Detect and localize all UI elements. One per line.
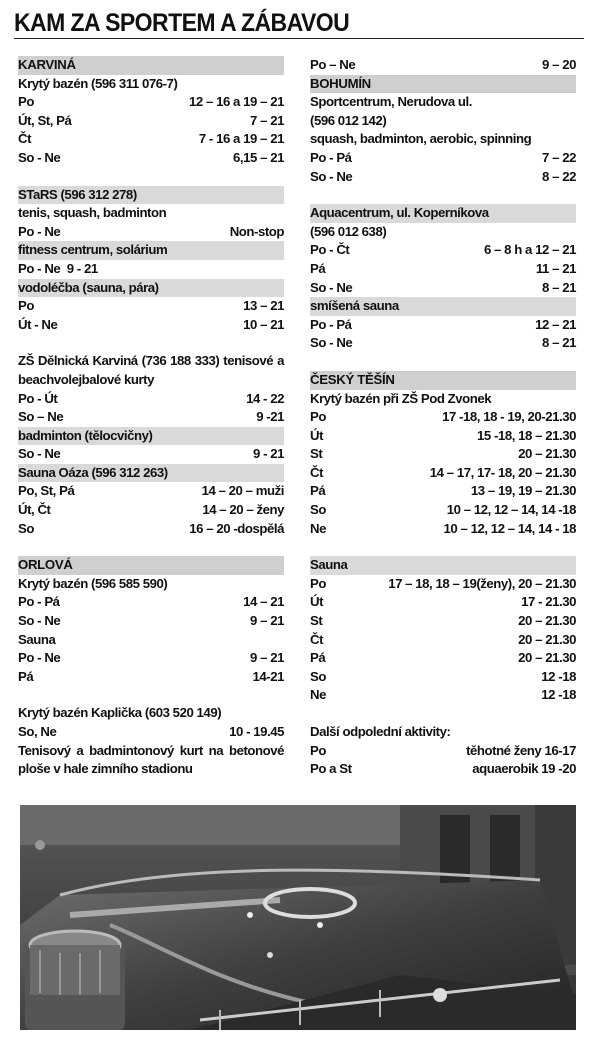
venue-name: Sportcentrum, Nerudova ul. [310,94,472,110]
schedule-row [310,520,576,539]
schedule-row [18,223,284,242]
venue-name: Sauna [310,556,576,575]
time-value: 8 – 22 [542,168,576,184]
schedule-row [18,668,284,687]
schedule-row [310,408,576,427]
schedule-row [18,149,284,168]
time-value: 17 -18, 18 - 19, 20-21.30 [442,409,576,425]
schedule-row [18,501,284,520]
time-value: 14 – 17, 17- 18, 20 – 21.30 [429,464,576,480]
time-value: 8 – 21 [542,279,576,295]
day-label: Út, St, Pá [18,112,72,128]
day-label: So [18,520,34,536]
day-label: So - Ne [18,149,61,165]
time-value: 7 - 16 a 19 – 21 [198,131,284,147]
day-label: Po - Ne [18,223,61,239]
activity-label: squash, badminton, aerobic, spinning [310,131,532,147]
time-value: 8 – 21 [542,335,576,351]
venue-name: Krytý bazén (596 311 076-7) [18,75,178,91]
schedule-row [310,427,576,446]
day-label: Po [310,742,326,758]
day-label: So – Ne [18,409,64,425]
activity-label: Sauna [18,631,56,647]
venue-name: Krytý bazén při ZŠ Pod Zvonek [310,390,492,406]
schedule-row [310,445,576,464]
time-value: 17 - 21.30 [521,594,576,610]
time-value: 13 – 19, 19 – 21.30 [470,483,576,499]
schedule-row [310,649,576,668]
schedule-row [310,631,576,650]
orlova-section [18,556,284,686]
schedule-row [310,668,576,687]
tesin-sauna-section [310,556,576,705]
time-value: těhotné ženy 16-17 [466,742,576,758]
schedule-row [18,445,284,464]
dalsi-section [310,723,576,779]
day-label: Pá [310,483,326,499]
day-label: Po a St [310,761,352,777]
day-label: Po - Čt [310,242,350,258]
schedule-row [310,56,576,75]
left-column [18,56,284,797]
schedule-row [18,390,284,409]
time-value: 9 - 21 [66,260,98,276]
time-value: 9 -21 [256,409,284,425]
tesin-section [310,371,576,538]
day-label: Út [310,427,324,443]
schedule-row [18,593,284,612]
time-value: 10 – 21 [243,316,284,332]
time-value: 14 – 20 – muži [201,483,284,499]
day-label: So, Ne [18,724,57,739]
day-label: Út [310,594,324,610]
time-value: 11 – 21 [535,260,576,276]
time-value: 16 – 20 -dospělá [189,520,284,536]
schedule-row [18,612,284,631]
time-value: 10 - 19.45 [229,724,284,739]
activity-label: fitness centrum, solárium [18,241,284,260]
day-label: Ne [310,687,326,703]
bohumin-section [310,56,576,186]
day-label: Čt [310,631,324,647]
schedule-row [18,649,284,668]
kaplicka-section [18,704,284,778]
venue-name: ZŠ Dělnická Karviná (736 188 333) tenisové a beachvolejbalové kurty [18,353,284,387]
schedule-row [310,742,576,761]
day-label: Po [310,409,326,425]
day-label: Ne [310,520,326,536]
time-value: 10 – 12, 12 – 14, 14 -18 [446,502,576,518]
time-value: 14-21 [252,668,284,684]
time-value: 14 - 22 [246,390,284,406]
time-value: 17 – 18, 18 – 19(ženy), 20 – 21.30 [388,575,576,591]
schedule-row [18,112,284,131]
schedule-row [18,297,284,316]
time-value: aquaerobik 19 -20 [472,761,576,777]
venue-phone: (596 012 142) [310,112,387,128]
schedule-row [18,316,284,335]
day-label: Čt [18,131,32,147]
venue-name: Sauna Oáza (596 312 263) [18,464,284,483]
activity-label: vodoléčba (sauna, pára) [18,279,284,298]
pool-photo [20,805,576,1030]
day-label: Út, Čt [18,502,51,518]
time-value: 20 – 21.30 [518,650,576,666]
day-label: Út - Ne [18,316,58,332]
day-label: Pá [310,260,326,276]
schedule-row [18,130,284,149]
venue-name: Krytý bazén Kaplička (603 520 149) [18,705,222,721]
venue-name: Aquacentrum, ul. Koperníkova [310,204,576,223]
time-value: 15 -18, 18 – 21.30 [477,427,576,443]
stars-section [18,186,284,335]
schedule-row [310,575,576,594]
karvina-section [18,56,284,168]
time-value: 7 – 21 [250,112,284,128]
venue-name: Další odpolední aktivity: [310,724,451,739]
day-label: Po - Ne [18,260,61,276]
schedule-row [310,279,576,298]
time-value: Non-stop [229,223,284,239]
schedule-row [310,501,576,520]
schedule-row [18,93,284,112]
schedule-row [18,408,284,427]
activity-label: tenis, squash, badminton [18,205,167,221]
day-label: So - Ne [18,446,61,462]
day-label: St [310,613,323,629]
day-label: Čt [310,464,324,480]
schedule-row [310,760,576,779]
schedule-row [18,482,284,501]
time-value: 20 – 21.30 [518,613,576,629]
time-value: 9 – 21 [250,613,284,629]
day-label: So - Ne [18,613,61,629]
time-value: 10 – 12, 12 – 14, 14 - 18 [443,520,576,536]
schedule-row [310,612,576,631]
time-value: 12 – 16 a 19 – 21 [188,94,284,110]
day-label: So [310,502,326,518]
aquacentrum-section [310,204,576,353]
day-label: Po [310,575,326,591]
time-value: 6 – 8 h a 12 – 21 [483,242,576,258]
venue-name: STaRS (596 312 278) [18,186,284,205]
schedule-row [310,260,576,279]
zs-section [18,352,284,538]
pool-photo-illustration [20,805,576,1030]
venue-note: Tenisový a badmintonový kurt na betonové ploše v hale zimního stadionu [18,742,284,777]
time-value: 12 -18 [541,687,576,703]
day-label: Pá [310,650,326,666]
day-label: Po [18,94,34,110]
city-heading-karvina: KARVINÁ [18,56,284,75]
time-value: 20 – 21.30 [518,631,576,647]
day-label: Po [18,298,34,314]
time-value: 13 – 21 [243,298,284,314]
day-label: Po - Út [18,390,58,406]
day-label: Po - Pá [18,594,60,610]
city-heading-orlova: ORLOVÁ [18,556,284,575]
day-label: Pá [18,668,34,684]
time-value: 14 – 21 [243,594,284,610]
day-label: Po, St, Pá [18,483,75,499]
time-value: 6,15 – 21 [233,149,284,165]
schedule-row [310,464,576,483]
schedule-row [310,482,576,501]
schedule-row [18,723,284,742]
time-value: 9 – 21 [250,650,284,666]
time-value: 20 – 21.30 [518,446,576,462]
time-value: 7 – 22 [542,149,576,165]
activity-label: badminton (tělocvičny) [18,427,284,446]
time-value: 12 -18 [541,668,576,684]
page-title [14,8,584,39]
page-title-text: KAM ZA SPORTEM A ZÁBAVOU [14,9,350,37]
day-label: Po - Ne [18,650,61,666]
venue-name: Krytý bazén (596 585 590) [18,575,168,591]
venue-phone: (596 012 638) [310,223,387,239]
schedule-row [310,316,576,335]
schedule-row [18,520,284,539]
time-value: 12 – 21 [535,316,576,332]
schedule-row [310,334,576,353]
day-label: So [310,668,326,684]
activity-label: smíšená sauna [310,297,576,316]
time-value: 9 - 21 [252,446,284,462]
day-label: Po - Pá [310,316,352,332]
time-value: 14 – 20 – ženy [202,502,284,518]
schedule-row [18,260,284,279]
city-heading-tesin: ČESKÝ TĚŠÍN [310,371,576,390]
day-label: So - Ne [310,335,353,351]
day-label: So - Ne [310,279,353,295]
schedule-row [310,149,576,168]
city-heading-bohumin: BOHUMÍN [310,75,576,94]
day-label: St [310,446,323,462]
right-column [310,56,576,797]
schedule-row [310,241,576,260]
time-value: 9 – 20 [542,57,576,72]
day-label: Po – Ne [310,57,356,72]
schedule-row [310,686,576,705]
schedule-row [310,593,576,612]
day-label: So - Ne [310,168,353,184]
day-label: Po - Pá [310,149,352,165]
schedule-row [310,168,576,187]
